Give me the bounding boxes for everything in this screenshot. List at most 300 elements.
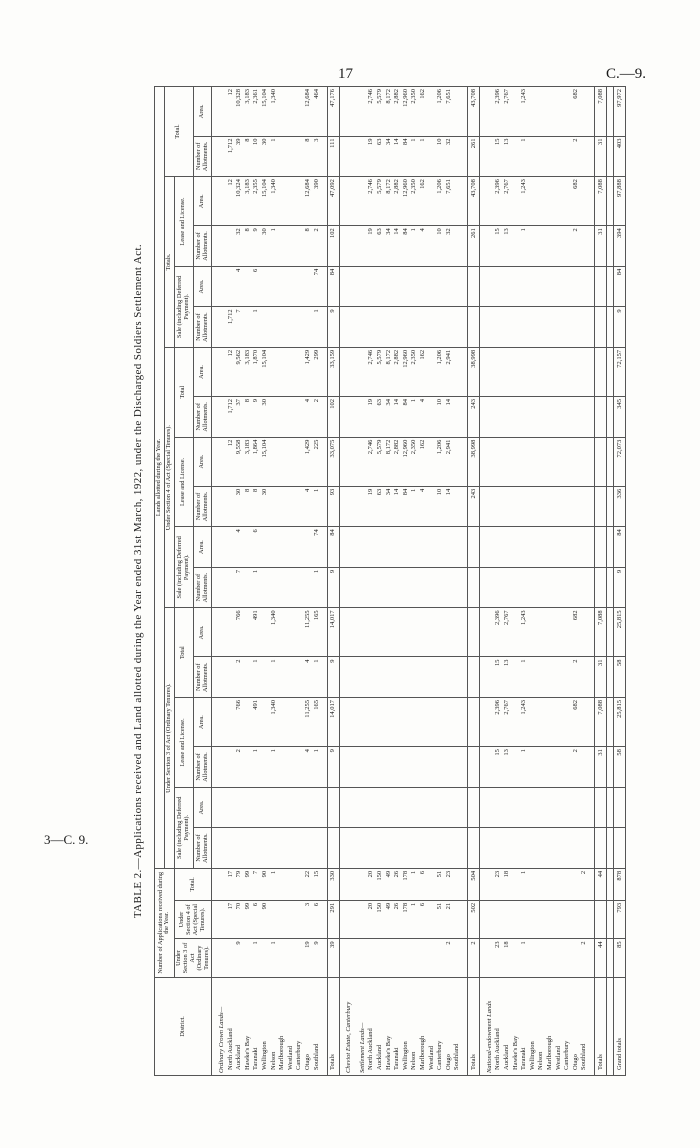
value-cell: [502, 527, 511, 568]
value-cell: 299: [312, 347, 321, 396]
value-cell: [545, 608, 554, 657]
value-cell: [545, 900, 554, 938]
value-cell: 11,255: [303, 608, 312, 657]
value-cell: [427, 657, 436, 698]
value-cell: [436, 787, 445, 828]
value-cell: [286, 437, 295, 486]
value-cell: 22: [303, 868, 312, 900]
value-cell: [444, 747, 453, 788]
value-cell: 15: [312, 868, 321, 900]
value-cell: 1: [252, 747, 261, 788]
value-cell: 1: [312, 307, 321, 348]
applications-header: Number of Applications received during the Year.: [155, 868, 175, 977]
value-cell: [418, 527, 427, 568]
value-cell: [595, 527, 607, 568]
value-cell: [502, 567, 511, 608]
value-cell: 7,088: [595, 177, 607, 226]
value-cell: 464: [312, 87, 321, 137]
value-cell: [453, 828, 462, 869]
value-cell: 43,708: [468, 177, 480, 226]
value-cell: [554, 136, 563, 177]
value-cell: 102: [327, 226, 339, 267]
value-cell: [260, 828, 269, 869]
value-cell: [453, 900, 462, 938]
value-cell: [580, 787, 589, 828]
value-cell: [260, 266, 269, 307]
value-cell: [295, 527, 304, 568]
value-cell: [444, 527, 453, 568]
value-cell: 32: [444, 136, 453, 177]
value-cell: [595, 486, 607, 527]
value-cell: 38,998: [468, 347, 480, 396]
value-cell: 26: [393, 868, 402, 900]
value-cell: 8,172: [384, 87, 393, 137]
empty-cell: [339, 397, 353, 438]
empty-cell: [339, 657, 353, 698]
section-heading-row: [480, 87, 494, 1076]
value-cell: 7,088: [595, 698, 607, 747]
value-cell: [554, 437, 563, 486]
value-cell: [595, 307, 607, 348]
value-cell: [563, 226, 572, 267]
value-cell: [545, 347, 554, 396]
value-cell: [545, 307, 554, 348]
value-cell: [453, 747, 462, 788]
empty-cell: [480, 226, 494, 267]
value-cell: [436, 307, 445, 348]
empty-cell: [480, 87, 494, 137]
value-cell: 1,712: [226, 136, 235, 177]
value-cell: 2,396: [494, 698, 503, 747]
value-cell: 1,340: [269, 87, 278, 137]
value-cell: 6: [312, 900, 321, 938]
value-cell: [384, 608, 393, 657]
value-cell: [243, 266, 252, 307]
district-cell: Westland: [554, 977, 563, 1075]
value-cell: 15,104: [260, 177, 269, 226]
value-cell: [571, 900, 580, 938]
value-cell: [545, 787, 554, 828]
section-label: Settlement Lands—: [353, 977, 367, 1075]
empty-cell: [353, 347, 367, 396]
value-cell: [563, 868, 572, 900]
value-cell: [563, 828, 572, 869]
value-cell: [571, 486, 580, 527]
value-cell: [278, 347, 287, 396]
value-cell: 14: [393, 397, 402, 438]
value-cell: [537, 828, 546, 869]
empty-cell: [353, 87, 367, 137]
empty-cell: [212, 87, 226, 137]
value-cell: [393, 747, 402, 788]
value-cell: 63: [375, 397, 384, 438]
table-row: [571, 87, 580, 1076]
value-cell: [410, 527, 419, 568]
value-cell: [511, 608, 520, 657]
value-cell: [260, 307, 269, 348]
value-cell: [384, 266, 393, 307]
value-cell: 5,579: [375, 177, 384, 226]
empty-cell: [339, 900, 353, 938]
value-cell: [286, 347, 295, 396]
value-cell: 2,882: [393, 177, 402, 226]
value-cell: 2: [571, 657, 580, 698]
value-cell: [554, 347, 563, 396]
value-cell: [537, 567, 546, 608]
value-cell: 13: [502, 136, 511, 177]
value-cell: [444, 307, 453, 348]
value-cell: [327, 787, 339, 828]
value-cell: 2,746: [367, 347, 376, 396]
district-cell: Totals: [595, 977, 607, 1075]
value-cell: [511, 486, 520, 527]
value-cell: 243: [468, 486, 480, 527]
value-cell: 1: [252, 567, 261, 608]
value-cell: 2,767: [502, 698, 511, 747]
table-row: [410, 87, 419, 1076]
value-cell: [554, 527, 563, 568]
value-cell: [278, 828, 287, 869]
value-cell: [468, 567, 480, 608]
value-cell: [367, 567, 376, 608]
value-cell: 1: [520, 747, 529, 788]
value-cell: 17: [226, 900, 235, 938]
value-cell: [511, 698, 520, 747]
value-cell: [453, 397, 462, 438]
table-header: [155, 87, 212, 1076]
value-cell: [427, 437, 436, 486]
value-cell: [226, 787, 235, 828]
spacer-cell: [607, 307, 614, 348]
district-cell: Hawke's Bay: [384, 977, 393, 1075]
value-cell: [367, 939, 376, 977]
value-cell: 99: [243, 900, 252, 938]
empty-cell: [212, 136, 226, 177]
value-cell: [410, 567, 419, 608]
value-cell: [520, 787, 529, 828]
value-cell: [554, 657, 563, 698]
value-cell: [418, 608, 427, 657]
empty-cell: [480, 868, 494, 900]
value-cell: [312, 828, 321, 869]
value-cell: [494, 486, 503, 527]
empty-cell: [339, 437, 353, 486]
table-row: [520, 87, 529, 1076]
table-row: [252, 87, 261, 1076]
value-cell: 17: [226, 868, 235, 900]
value-cell: [295, 608, 304, 657]
value-cell: [269, 527, 278, 568]
value-cell: [260, 608, 269, 657]
value-cell: [595, 437, 607, 486]
district-cell: Southland: [453, 977, 462, 1075]
spacer-cell: [607, 900, 614, 938]
empty-cell: [480, 136, 494, 177]
value-cell: [260, 698, 269, 747]
value-cell: [494, 828, 503, 869]
grand-total-header: Total.: [164, 87, 193, 177]
district-cell: Marlborough: [418, 977, 427, 1075]
empty-cell: [212, 226, 226, 267]
value-cell: [511, 307, 520, 348]
district-cell: Wellington: [260, 977, 269, 1075]
value-cell: [511, 787, 520, 828]
value-cell: [375, 787, 384, 828]
value-cell: [410, 266, 419, 307]
value-cell: 2,767: [502, 608, 511, 657]
district-cell: Wellington: [528, 977, 537, 1075]
empty-cell: [480, 608, 494, 657]
area-header: Area.: [193, 177, 212, 226]
empty-cell: [339, 87, 353, 137]
value-cell: [226, 698, 235, 747]
value-cell: 6: [252, 900, 261, 938]
value-cell: [563, 698, 572, 747]
value-cell: [375, 657, 384, 698]
value-cell: 90: [260, 868, 269, 900]
value-cell: 162: [418, 87, 427, 137]
value-cell: 12: [226, 437, 235, 486]
value-cell: [375, 698, 384, 747]
value-cell: [418, 747, 427, 788]
area-header: Area.: [193, 266, 212, 307]
table-title: TABLE 2.—Applications received and Land allotted during the Year ended 31st March, 1922, under the Discharged Soldiers Settlement Act.: [132, 243, 144, 919]
value-cell: 1: [410, 868, 419, 900]
value-cell: [453, 307, 462, 348]
value-cell: 7: [235, 307, 244, 348]
s3-lease-header: Lease and License.: [174, 698, 193, 788]
value-cell: 21: [444, 900, 453, 938]
table-row: [260, 87, 269, 1076]
value-cell: 12,960: [401, 347, 410, 396]
value-cell: [554, 747, 563, 788]
empty-cell: [339, 136, 353, 177]
value-cell: [295, 657, 304, 698]
value-cell: [580, 266, 589, 307]
value-cell: [571, 868, 580, 900]
value-cell: 261: [468, 136, 480, 177]
value-cell: 14: [444, 486, 453, 527]
value-cell: 1,206: [436, 87, 445, 137]
value-cell: [511, 136, 520, 177]
value-cell: [580, 747, 589, 788]
value-cell: [269, 486, 278, 527]
value-cell: 766: [235, 608, 244, 657]
value-cell: [494, 307, 503, 348]
value-cell: 394: [614, 226, 626, 267]
value-cell: [453, 136, 462, 177]
value-cell: 162: [418, 437, 427, 486]
district-cell: Auckland: [375, 977, 384, 1075]
value-cell: [393, 828, 402, 869]
value-cell: [295, 900, 304, 938]
value-cell: 878: [614, 868, 626, 900]
value-cell: [393, 608, 402, 657]
value-cell: [269, 567, 278, 608]
value-cell: 2,882: [393, 87, 402, 137]
value-cell: [295, 868, 304, 900]
section3-header: Under Section 3 of Act (Ordinary Tenures).: [164, 608, 174, 868]
value-cell: [511, 939, 520, 977]
value-cell: [502, 437, 511, 486]
spacer-cell: [607, 868, 614, 900]
value-cell: [528, 939, 537, 977]
value-cell: [243, 787, 252, 828]
spacer-cell: [607, 787, 614, 828]
value-cell: [384, 657, 393, 698]
value-cell: [494, 347, 503, 396]
value-cell: [453, 437, 462, 486]
value-cell: [384, 787, 393, 828]
value-cell: 1,712: [226, 307, 235, 348]
table-row: [295, 87, 304, 1076]
value-cell: [468, 787, 480, 828]
empty-cell: [353, 608, 367, 657]
empty-cell: [339, 527, 353, 568]
value-cell: [528, 900, 537, 938]
value-cell: 79: [235, 868, 244, 900]
empty-cell: [212, 567, 226, 608]
value-cell: 8: [303, 226, 312, 267]
value-cell: 9: [327, 307, 339, 348]
value-cell: 2: [235, 747, 244, 788]
value-cell: [545, 486, 554, 527]
district-cell: Nelson: [410, 977, 419, 1075]
value-cell: 38,998: [468, 437, 480, 486]
value-cell: 72,073: [614, 437, 626, 486]
value-cell: 6: [418, 868, 427, 900]
value-cell: 12: [226, 347, 235, 396]
value-cell: [537, 177, 546, 226]
section-label: National-endowment Lands: [480, 977, 494, 1075]
value-cell: [278, 868, 287, 900]
value-cell: [528, 347, 537, 396]
value-cell: 30: [260, 226, 269, 267]
value-cell: 6: [418, 900, 427, 938]
value-cell: [286, 87, 295, 137]
value-cell: [545, 226, 554, 267]
value-cell: 491: [252, 608, 261, 657]
value-cell: [401, 527, 410, 568]
table-row: [375, 87, 384, 1076]
district-cell: Westland: [427, 977, 436, 1075]
value-cell: 7,651: [444, 87, 453, 137]
value-cell: [528, 87, 537, 137]
value-cell: 51: [436, 900, 445, 938]
value-cell: [571, 266, 580, 307]
value-cell: [528, 787, 537, 828]
value-cell: [286, 608, 295, 657]
value-cell: [444, 266, 453, 307]
value-cell: [520, 266, 529, 307]
empty-cell: [353, 527, 367, 568]
value-cell: 23: [494, 868, 503, 900]
document-reference: C.—9.: [606, 66, 647, 82]
value-cell: 31: [595, 136, 607, 177]
value-cell: 14: [444, 397, 453, 438]
empty-cell: [480, 747, 494, 788]
value-cell: [580, 567, 589, 608]
value-cell: 19: [367, 486, 376, 527]
value-cell: [511, 900, 520, 938]
spacer-cell: [607, 177, 614, 226]
empty-cell: [212, 698, 226, 747]
table-row: [401, 87, 410, 1076]
value-cell: 84: [327, 527, 339, 568]
value-cell: [580, 437, 589, 486]
empty-cell: [353, 828, 367, 869]
value-cell: 2: [444, 939, 453, 977]
empty-cell: [212, 608, 226, 657]
app-total-header: Total.: [174, 868, 212, 900]
value-cell: 2,882: [393, 437, 402, 486]
value-cell: [393, 567, 402, 608]
section-label: Ordinary Crown Lands—: [212, 977, 226, 1075]
value-cell: [384, 698, 393, 747]
district-cell: Marlborough: [278, 977, 287, 1075]
empty-cell: [212, 307, 226, 348]
value-cell: 9,558: [235, 437, 244, 486]
value-cell: [571, 397, 580, 438]
value-cell: [418, 307, 427, 348]
value-cell: 1,243: [520, 608, 529, 657]
district-cell: North Auckland: [367, 977, 376, 1075]
value-cell: 14: [393, 486, 402, 527]
empty-cell: [480, 347, 494, 396]
value-cell: [303, 266, 312, 307]
value-cell: [278, 657, 287, 698]
value-cell: 1: [520, 136, 529, 177]
empty-cell: [480, 307, 494, 348]
empty-cell: [480, 787, 494, 828]
value-cell: [528, 567, 537, 608]
value-cell: [453, 87, 462, 137]
value-cell: [554, 226, 563, 267]
value-cell: [494, 266, 503, 307]
value-cell: 225: [312, 437, 321, 486]
value-cell: [595, 397, 607, 438]
number-of-allotments-header: Number of Allotments.: [193, 567, 212, 608]
value-cell: [269, 266, 278, 307]
value-cell: 4: [303, 657, 312, 698]
value-cell: [545, 747, 554, 788]
value-cell: [401, 307, 410, 348]
value-cell: [571, 787, 580, 828]
value-cell: 2,767: [502, 87, 511, 137]
value-cell: [554, 486, 563, 527]
empty-cell: [480, 486, 494, 527]
value-cell: 1: [520, 657, 529, 698]
empty-cell: [212, 527, 226, 568]
s4-sale-header: Sale (including Deferred Payment).: [174, 527, 193, 608]
value-cell: 63: [375, 486, 384, 527]
value-cell: 70: [235, 900, 244, 938]
value-cell: [243, 698, 252, 747]
value-cell: [260, 787, 269, 828]
table-row: [494, 87, 503, 1076]
value-cell: [468, 698, 480, 747]
district-cell: North Auckland: [226, 977, 235, 1075]
value-cell: [537, 226, 546, 267]
value-cell: 1: [269, 226, 278, 267]
value-cell: 19: [367, 136, 376, 177]
number-of-allotments-header: Number of Allotments.: [193, 657, 212, 698]
value-cell: [571, 567, 580, 608]
value-cell: [468, 657, 480, 698]
value-cell: 14: [393, 226, 402, 267]
value-cell: [375, 307, 384, 348]
value-cell: 2,941: [444, 347, 453, 396]
